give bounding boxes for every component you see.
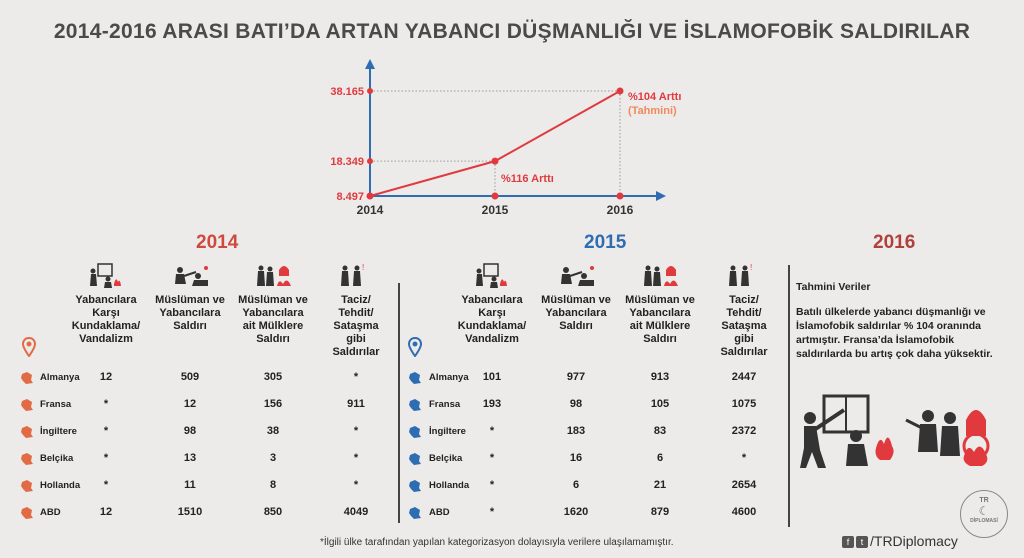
location-pin-icon: [22, 337, 36, 362]
column-header-line: Yabancılara: [629, 307, 691, 319]
attack-illustration: [796, 390, 1006, 470]
year-2014-heading: 2014: [196, 232, 239, 253]
column-header-line: Sataşma: [333, 320, 379, 332]
table-cell: 6: [656, 452, 664, 464]
footnote: *İlgili ülke tarafından yapılan kategorizasyon dolayısıyla verilere ulaşılamamıştır.: [320, 537, 674, 548]
location-pin-icon: [408, 337, 422, 362]
table-cell: 98: [183, 425, 197, 437]
column-header-line: Tehdit/: [338, 307, 374, 319]
table-cell: *: [489, 479, 495, 491]
table-cell: 105: [650, 398, 670, 410]
country-name: Belçika: [429, 453, 463, 464]
table-cell: 98: [569, 398, 583, 410]
annotation-2016-sub: (Tahmini): [628, 105, 677, 117]
table-cell: 509: [180, 371, 200, 383]
table-cell: 193: [482, 398, 502, 410]
property-attack-icon: [255, 262, 295, 293]
assault-icon: [558, 262, 598, 293]
vandalism-icon: [800, 396, 894, 468]
harassment-icon: [726, 262, 756, 293]
property-attack-icon: [906, 410, 988, 466]
facebook-icon[interactable]: f: [842, 536, 854, 548]
country-name: Belçika: [40, 453, 74, 464]
country-name: Almanya: [429, 372, 469, 383]
country-name: Fransa: [40, 399, 72, 410]
seal-bottom-text: DİPLOMASİ: [970, 518, 998, 524]
column-header: [311, 294, 401, 359]
table-cell: 1510: [177, 506, 203, 518]
y-tick-marker: [367, 158, 373, 164]
y-axis-arrow: [365, 59, 375, 69]
country-flag-icon: [20, 371, 34, 390]
table-cell: 4049: [343, 506, 369, 518]
assault-icon: [172, 262, 212, 293]
page-title: 2014-2016 ARASI BATI’DA ARTAN YABANCI DÜŞMANLIĞI VE İSLAMOFOBİK SALDIRILAR: [53, 20, 971, 43]
estimate-text: [796, 305, 1016, 361]
table-cell: *: [489, 506, 495, 518]
property-attack-icon: [642, 262, 682, 293]
table-cell: 4600: [731, 506, 757, 518]
divider-2015-2016: [788, 265, 790, 527]
country-flag-icon: [20, 425, 34, 444]
column-header-line: gibi: [346, 333, 366, 345]
table-cell: 977: [566, 371, 586, 383]
table-cell: *: [103, 479, 109, 491]
column-header-line: Saldırı: [256, 333, 290, 345]
country-flag-icon: [408, 506, 422, 525]
estimate-heading: Tahmini Veriler: [796, 281, 871, 293]
country-name: Hollanda: [429, 480, 470, 491]
svg-text:!: !: [750, 263, 753, 272]
line-chart: [300, 55, 700, 225]
table-cell: 101: [482, 371, 502, 383]
column-header-line: Yabancılara: [75, 294, 137, 306]
seal-star-icon: ☾: [978, 504, 990, 518]
table-cell: *: [489, 425, 495, 437]
table-cell: 183: [566, 425, 586, 437]
x-tick-label: 2014: [356, 203, 384, 217]
column-header-line: Karşı: [92, 307, 120, 319]
table-cell: 1620: [563, 506, 589, 518]
table-cell: *: [103, 452, 109, 464]
annotation-2016: %104 Arttı: [628, 91, 682, 103]
y-tick-label: 38.165: [330, 86, 364, 98]
table-cell: *: [353, 479, 359, 491]
table-cell: 3: [269, 452, 277, 464]
country-name: ABD: [429, 507, 450, 518]
table-cell: 850: [263, 506, 283, 518]
column-header-line: gibi: [734, 333, 754, 345]
country-flag-icon: [20, 506, 34, 525]
annotation-2015: %116 Arttı: [501, 173, 554, 186]
country-name: İngiltere: [429, 426, 466, 437]
country-name: Fransa: [429, 399, 461, 410]
series-line: [370, 91, 620, 196]
y-tick-label: 8.497: [336, 191, 364, 203]
country-flag-icon: [408, 398, 422, 417]
table-cell: *: [353, 425, 359, 437]
column-header-line: Müslüman ve: [625, 294, 695, 306]
table-cell: 13: [183, 452, 197, 464]
table-cell: *: [489, 452, 495, 464]
data-point: [367, 193, 374, 200]
table-cell: 2447: [731, 371, 757, 383]
column-header: [61, 294, 151, 346]
y-tick-label: 18.349: [330, 156, 364, 169]
table-cell: 11: [184, 479, 196, 491]
country-flag-icon: [20, 479, 34, 498]
column-header-line: Saldırı: [173, 320, 207, 332]
column-header-line: Taciz/: [729, 294, 759, 306]
vandalism-icon: [474, 262, 508, 293]
table-cell: 12: [183, 398, 197, 410]
column-header: [699, 294, 789, 359]
svg-text:!: !: [362, 263, 365, 272]
table-cell: 2654: [731, 479, 757, 491]
column-header-line: Vandalizm: [465, 333, 519, 345]
column-header-line: Karşı: [478, 307, 506, 319]
column-header-line: Yabancılara: [159, 307, 221, 319]
column-header: [447, 294, 537, 346]
x-axis-arrow: [656, 191, 666, 201]
table-cell: *: [741, 452, 747, 464]
table-cell: 16: [569, 452, 583, 464]
column-header-line: Müslüman ve: [238, 294, 308, 306]
country-flag-icon: [20, 398, 34, 417]
table-cell: 879: [650, 506, 670, 518]
table-cell: 21: [653, 479, 667, 491]
seal-top-text: TR: [979, 497, 989, 504]
column-header-line: Saldırı: [643, 333, 677, 345]
table-cell: 2372: [731, 425, 757, 437]
x-tick-marker: [617, 193, 624, 200]
harassment-icon: [338, 262, 368, 293]
estimate-line: İslamofobik saldırılar % 104 oranında: [796, 320, 981, 332]
estimate-line: Batılı ülkelerde yabancı düşmanlığı ve: [796, 306, 986, 318]
divider-2014-2015: [398, 283, 400, 523]
table-cell: *: [103, 398, 109, 410]
country-flag-icon: [408, 479, 422, 498]
column-header-line: Saldırılar: [332, 346, 380, 358]
social-handle[interactable]: [842, 533, 958, 549]
country-name: Almanya: [40, 372, 80, 383]
estimate-line: artmıştır. Fransa’da İslamofobik: [796, 334, 955, 346]
table-cell: 6: [572, 479, 580, 491]
country-flag-icon: [408, 425, 422, 444]
seal-logo: [960, 490, 1008, 538]
country-name: ABD: [40, 507, 61, 518]
table-cell: *: [353, 371, 359, 383]
table-cell: 913: [650, 371, 670, 383]
table-cell: 305: [263, 371, 283, 383]
twitter-icon[interactable]: t: [856, 536, 868, 548]
table-cell: 12: [99, 371, 113, 383]
column-header-line: Taciz/: [341, 294, 371, 306]
column-header-line: Kundaklama/: [71, 320, 141, 332]
table-cell: *: [353, 452, 359, 464]
table-cell: *: [103, 425, 109, 437]
column-header-line: Tehdit/: [726, 307, 762, 319]
x-tick-label: 2016: [606, 203, 634, 217]
estimate-line: saldırılarda bu artış çok daha yüksektir.: [796, 348, 993, 360]
country-flag-icon: [408, 371, 422, 390]
column-header-line: Yabancılara: [461, 294, 523, 306]
column-header: [145, 294, 235, 333]
year-2015-heading: 2015: [584, 232, 627, 253]
column-header-line: Saldırı: [559, 320, 593, 332]
column-header-line: ait Mülklere: [242, 320, 304, 332]
country-name: Hollanda: [40, 480, 81, 491]
table-cell: 38: [266, 425, 280, 437]
x-tick-label: 2015: [481, 203, 509, 217]
data-point: [617, 88, 624, 95]
column-header-line: ait Mülklere: [629, 320, 691, 332]
table-cell: 83: [653, 425, 667, 437]
table-cell: 156: [263, 398, 283, 410]
column-header: [228, 294, 318, 346]
table-cell: 911: [347, 398, 365, 410]
column-header-line: Saldırılar: [720, 346, 768, 358]
column-header-line: Sataşma: [721, 320, 767, 332]
column-header-line: Yabancılara: [545, 307, 607, 319]
column-header-line: Müslüman ve: [541, 294, 611, 306]
y-tick-marker: [367, 88, 373, 94]
data-point: [492, 158, 499, 165]
vandalism-icon: [88, 262, 122, 293]
table-cell: 12: [99, 506, 113, 518]
country-flag-icon: [20, 452, 34, 471]
column-header: [615, 294, 705, 346]
column-header: [531, 294, 621, 333]
country-name: İngiltere: [40, 426, 77, 437]
x-tick-marker: [492, 193, 499, 200]
year-2016-heading: 2016: [873, 232, 916, 253]
column-header-line: Kundaklama/: [457, 320, 527, 332]
column-header-line: Müslüman ve: [155, 294, 225, 306]
column-header-line: Vandalizm: [79, 333, 133, 345]
table-cell: 8: [269, 479, 277, 491]
column-header-line: Yabancılara: [242, 307, 304, 319]
table-cell: 1075: [731, 398, 757, 410]
handle-text: /TRDiplomacy: [870, 533, 958, 549]
country-flag-icon: [408, 452, 422, 471]
